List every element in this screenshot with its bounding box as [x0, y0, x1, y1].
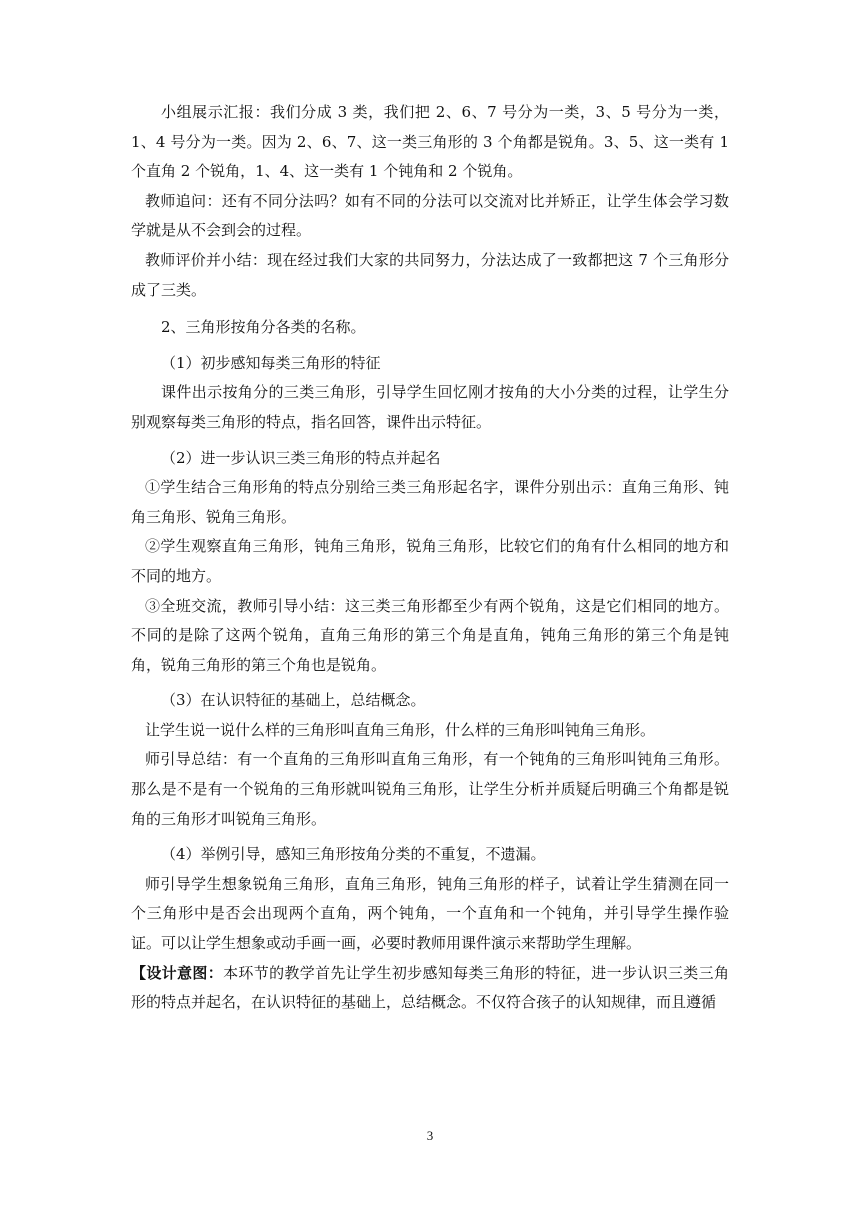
design-intent-text: 本环节的教学首先让学生初步感知每类三角形的特征，进一步认识三类三角形的特点并起名，在认识特征的基础上，总结概念。不仅符合孩子的认知规律，而且遵循: [131, 963, 729, 1012]
paragraph-step-3: ③全班交流，教师引导小结：这三类三角形都至少有两个锐角，这是它们相同的地方。不同的是除了这两个锐角，直角三角形的第三个角是直角，钝角三角形的第三个角是钝角，锐角三角形的第三个角也是锐角。: [131, 596, 729, 674]
subheading-2: （2）进一步认识三类三角形的特点并起名: [161, 448, 441, 467]
subheading-4: （4）举例引导，感知三角形按角分类的不重复，不遗漏。: [161, 845, 546, 864]
paragraph-design-intent: [131, 959, 729, 1018]
paragraph-imagine: 师引导学生想象锐角三角形，直角三角形，钝角三角形的样子，试着让学生猜测在同一个三角形中是否会出现两个直角，两个钝角，一个直角和一个钝角，并引导学生操作验证。可以让学生想象或动手画一画，必要时教师用课件演示来帮助学生理解。: [131, 874, 729, 953]
paragraph-teacher-question: 教师追问：还有不同分法吗？如有不同的分法可以交流对比并矫正，让学生体会学习数学就是从不会到会的过程。: [131, 191, 729, 240]
design-intent-label: 【设计意图：: [131, 963, 224, 982]
paragraph-step-1: ①学生结合三角形角的特点分别给三类三角形起名字，课件分别出示：直角三角形、钝角三角形、锐角三角形。: [131, 478, 729, 526]
paragraph-teacher-summary: 教师评价并小结：现在经过我们大家的共同努力，分法达成了一致都把这 7 个三角形分成了三类。: [131, 250, 729, 299]
subheading-3: （3）在认识特征的基础上，总结概念。: [161, 691, 426, 710]
heading-section-2: 2、三角形按角分各类的名称。: [161, 318, 366, 337]
paragraph-group-report: 小组展示汇报：我们分成 3 类，我们把 2、6、7 号分为一类，3、5 号分为一类，1、4 号分为一类。因为 2、6、7、这一类三角形的 3 个角都是锐角。3、5、这一类有 1 个直角 2 个锐角，1、4、这一类有 1 个钝角和 2 个锐角。: [131, 103, 729, 181]
paragraph-students-say: 让学生说一说什么样的三角形叫直角三角形，什么样的三角形叫钝角三角形。: [145, 720, 656, 739]
paragraph-step-2: ②学生观察直角三角形，钝角三角形，锐角三角形，比较它们的角有什么相同的地方和不同的地方。: [131, 537, 729, 585]
page-number: 3: [426, 1128, 434, 1143]
subheading-1: （1）初步感知每类三角形的特征: [161, 353, 381, 372]
paragraph-courseware: 课件出示按角分的三类三角形，引导学生回忆刚才按角的大小分类的过程，让学生分别观察每类三角形的特点，指名回答，课件出示特征。: [131, 383, 729, 431]
document-body: [131, 98, 729, 1018]
paragraph-teacher-guide: 师引导总结：有一个直角的三角形叫直角三角形，有一个钝角的三角形叫钝角三角形。那么是不是有一个锐角的三角形就叫锐角三角形，让学生分析并质疑后明确三个角都是锐角的三角形才叫锐角三角形。: [131, 750, 729, 828]
